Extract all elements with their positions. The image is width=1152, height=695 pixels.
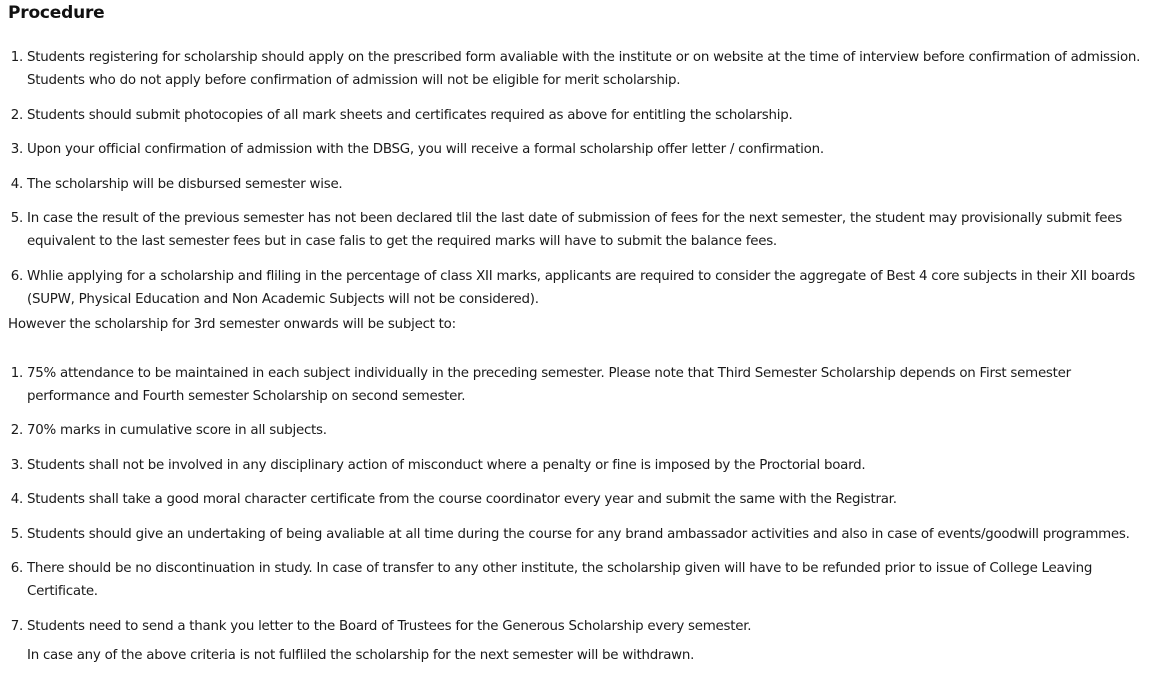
list-item: 5. In case the result of the previous semester has not been declared tlil the last date of submission of fees for the next semester, the student may provisionally submit fees equivalent to the last semester fees but in case falis to get the required marks will have to submit the balance fees. (27, 207, 1152, 253)
section-heading: Procedure (8, 3, 105, 23)
list-item: 3. Upon your official confirmation of admission with the DBSG, you will receive a formal scholarship offer letter / confirmation. (27, 138, 1152, 161)
list-item: 2. 70% marks in cumulative score in all subjects. (27, 419, 1152, 442)
list-item: 5. Students should give an undertaking of being avaliable at all time during the course for any brand ambassador activities and also in case of events/goodwill programmes. (27, 523, 1152, 546)
procedure-list (8, 46, 1152, 311)
closing-note: In case any of the above criteria is not fulfliled the scholarship for the next semester will be withdrawn. (27, 647, 695, 663)
conditions-list (8, 362, 1152, 638)
list-item: 4. Students shall take a good moral character certificate from the course coordinator every year and submit the same with the Registrar. (27, 488, 1152, 511)
list-item: 3. Students shall not be involved in any disciplinary action of misconduct where a penalty or fine is imposed by the Proctorial board. (27, 454, 1152, 477)
conditions-intro: However the scholarship for 3rd semester onwards will be subject to: (8, 316, 456, 332)
list-item: 4. The scholarship will be disbursed semester wise. (27, 173, 1152, 196)
list-item: 6. Whlie applying for a scholarship and fliling in the percentage of class XII marks, applicants are required to consider the aggregate of Best 4 core subjects in their XII boards (SUPW, Physical Education and Non Academic Subjects will not be considered). (27, 265, 1152, 311)
list-item: 6. There should be no discontinuation in study. In case of transfer to any other institute, the scholarship given will have to be refunded prior to issue of College Leaving Certificate. (27, 557, 1152, 603)
list-item: 1. 75% attendance to be maintained in each subject individually in the preceding semester. Please note that Third Semester Scholarship depends on First semester performance and Fourth semester Scholarship on second semester. (27, 362, 1152, 408)
list-item: 1. Students registering for scholarship should apply on the prescribed form avaliable with the institute or on website at the time of interview before confirmation of admission. Students who do not apply before confirmation of admission will not be eligible for merit scholarship. (27, 46, 1152, 92)
list-item: 2. Students should submit photocopies of all mark sheets and certificates required as above for entitling the scholarship. (27, 104, 1152, 127)
list-item: 7. Students need to send a thank you letter to the Board of Trustees for the Generous Scholarship every semester. (27, 615, 1152, 638)
